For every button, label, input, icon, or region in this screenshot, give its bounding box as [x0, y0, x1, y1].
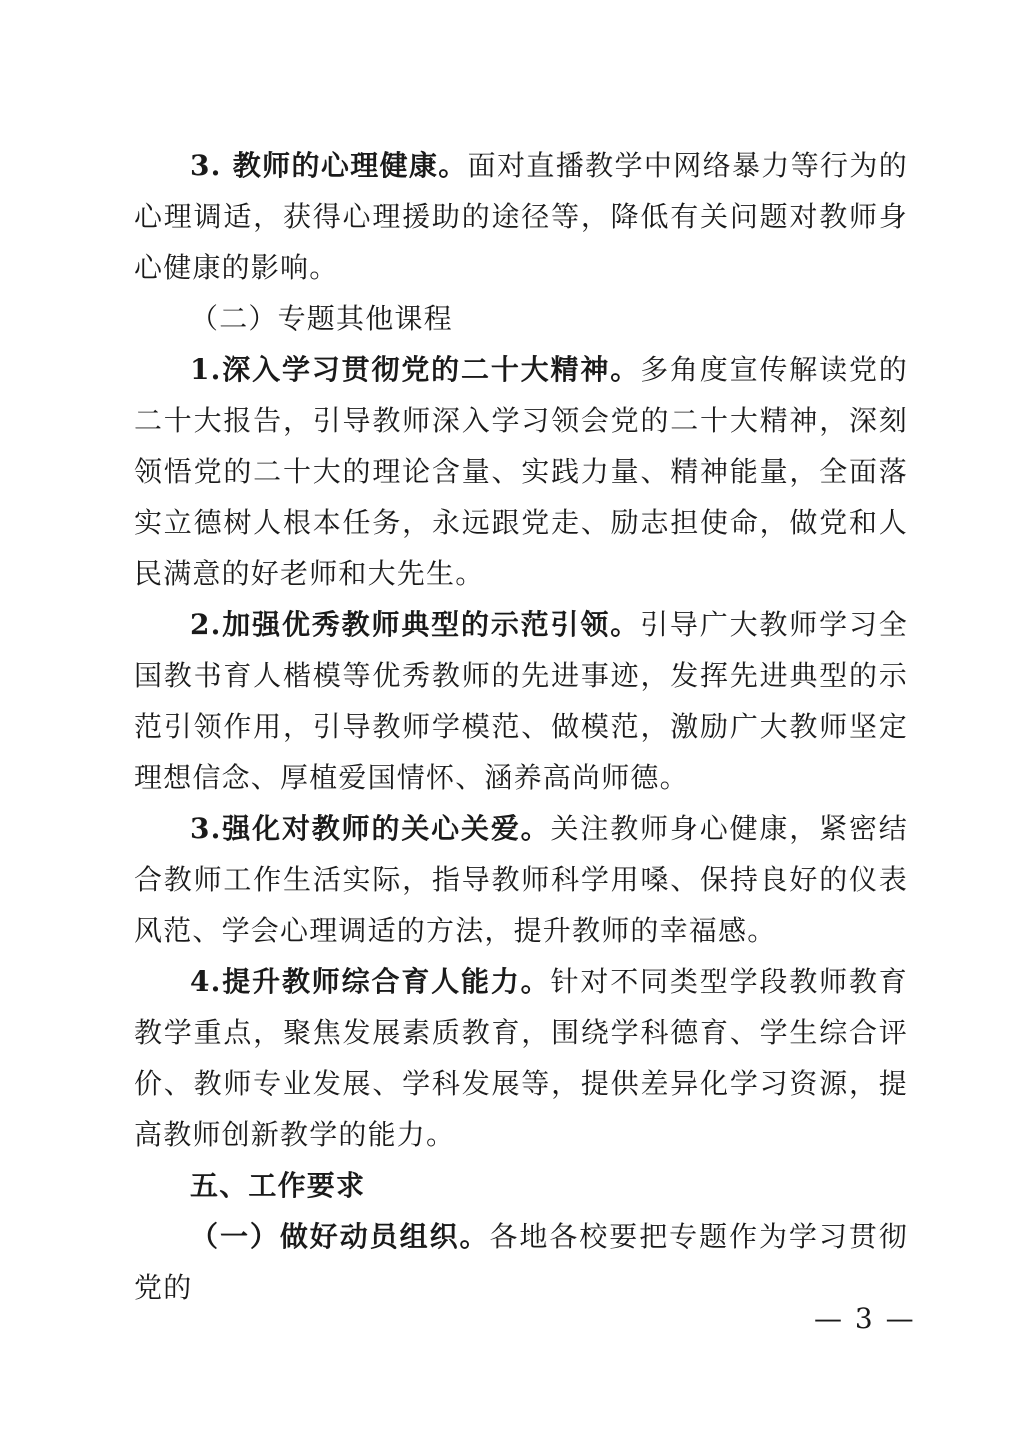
- section-sub-heading: （二）专题其他课程: [190, 302, 453, 335]
- paragraph-body: 面对直播教学中网络暴力等行为的心理调适，获得心理援助的途径等，降低有关问题对教师身心健康的影响。: [134, 149, 908, 284]
- item-lead: 4.提升教师综合育人能力。: [190, 965, 551, 998]
- list-item: [134, 956, 908, 1160]
- paragraph-body: 各地各校要把专题作为学习贯彻党的: [134, 1220, 908, 1304]
- paragraph-teacher-mental-health: [134, 140, 908, 293]
- list-item: [134, 344, 908, 599]
- paragraph-lead: （一）做好动员组织。: [190, 1220, 490, 1253]
- item-lead: 2.加强优秀教师典型的示范引领。: [190, 608, 641, 641]
- paragraph-lead: 3. 教师的心理健康。: [190, 149, 468, 182]
- item-lead: 1.深入学习贯彻党的二十大精神。: [190, 353, 641, 386]
- item-lead: 3.强化对教师的关心关爱。: [190, 812, 551, 845]
- page-number: — 3 —: [814, 1302, 916, 1335]
- list-item: [134, 599, 908, 803]
- paragraph-mobilization: [134, 1211, 908, 1313]
- section-main-heading: 五、工作要求: [190, 1169, 366, 1202]
- document-body: [134, 140, 908, 1313]
- item-body: 引导广大教师学习全国教书育人楷模等优秀教师的先进事迹，发挥先进典型的示范引领作用，引导教师学模范、做模范，激励广大教师坚定理想信念、厚植爱国情怀、涵养高尚师德。: [134, 608, 908, 794]
- item-body: 针对不同类型学段教师教育教学重点，聚焦发展素质教育，围绕学科德育、学生综合评价、教师专业发展、学科发展等，提供差异化学习资源，提高教师创新教学的能力。: [134, 965, 908, 1151]
- item-body: 多角度宣传解读党的二十大报告，引导教师深入学习领会党的二十大精神，深刻领悟党的二十大的理论含量、实践力量、精神能量，全面落实立德树人根本任务，永远跟党走、励志担使命，做党和人民满意的好老师和大先生。: [134, 353, 908, 590]
- item-body: 关注教师身心健康，紧密结合教师工作生活实际，指导教师科学用嗓、保持良好的仪表风范、学会心理调适的方法，提升教师的幸福感。: [134, 812, 908, 947]
- list-item: [134, 803, 908, 956]
